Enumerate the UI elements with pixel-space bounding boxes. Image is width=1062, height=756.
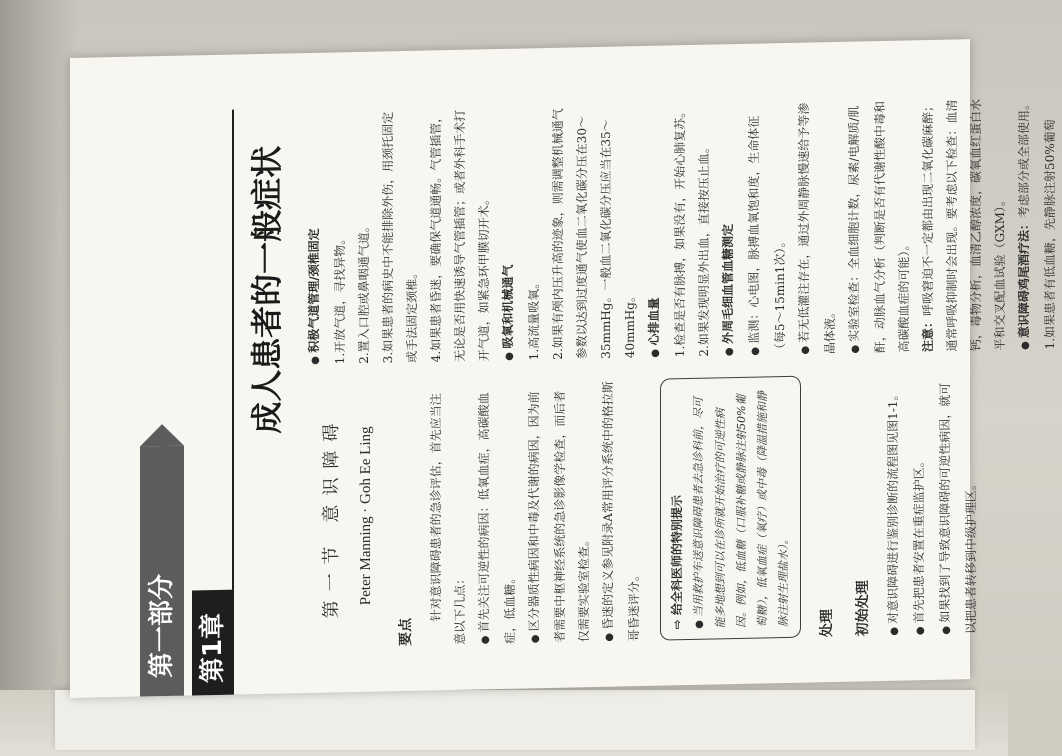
left-column <box>302 372 983 648</box>
note-text: 呼吸窘迫不一定都由出现二氧化碳麻醉；通常呼吸抑制时会出现。要考虑以下检查：血清钙，毒物分析，血清乙醇浓度，碳氧血红蛋白水平和交叉配血试验（GXM）。 <box>921 98 1007 352</box>
chapter-title: 成人患者的一般症状 <box>248 145 286 435</box>
circulation-item: 1.检查是否有脉搏，如果没有，开始心肺复苏。 <box>673 105 687 358</box>
key-point: ● 首先关注可逆性的病因：低氧血症，高碳酸血症，低血糖。 <box>472 382 522 645</box>
therapy-paragraph <box>1012 88 1038 351</box>
initial-item: ● 首先把患者安置在重症监护区。 <box>907 373 933 636</box>
initial-item: ● 对意识障碍进行鉴别诊断的流程图见图1-1。 <box>881 373 907 636</box>
key-point: ● 区分器质性病因和中毒及代谢的病因，因为前者需要中枢神经系统的急诊影像学检查，而后者仅需要实验室检查。 <box>522 380 596 644</box>
key-points-intro: 针对意识障碍患者的急诊评估，首先应当注意以下几点： <box>429 393 467 645</box>
initial-item: ● 如果找到了导致意识障碍的可逆性病因，就可以把患者转移到中级护理区。 <box>933 372 983 635</box>
page-content <box>70 39 1057 698</box>
gp-tip-box <box>660 376 801 641</box>
glucose-heading: ● 外周毛细血管血糖测定 <box>716 94 742 357</box>
therapy-label: 意识障碍鸡尾酒疗法： <box>1017 217 1031 339</box>
key-point: ● 昏迷的定义参见附录A常用评分系统中的格拉斯哥昏迷评分。 <box>596 379 646 642</box>
monitor-item: ● 监测：心电图，脉搏血氧饱和度，生命体征（每5～15min1次）。 <box>742 93 792 356</box>
oxygen-item: 2.如果有颅内压升高的迹象，则需调整机械通气参数以达到过度通气使血二氧化碳分压在30～35mmHg。一般血二氧化碳分压应当在35～40mmHg。 <box>551 108 637 360</box>
therapy-item: 1.如果患者有低血糖，先静脉注射50%葡萄 <box>1043 119 1057 350</box>
note-paragraph <box>916 88 1012 352</box>
book-page <box>70 39 1057 698</box>
airway-item: 4.如果患者昏迷，要确保气道通畅。气管插管，无论是否用快速诱导气管插管；或者外科手术打开气道，如紧急环甲膜切开术。 <box>429 109 491 363</box>
initial-treatment-heading: 初始处理 <box>855 580 871 637</box>
airway-item: 1.开放气道，寻找异物。 <box>333 232 347 365</box>
tip-heading: ⇨ 给全科医师的特别提示 <box>667 389 688 629</box>
tip-text: ● 当用救护车送意识障碍患者去急诊科前，尽可能多地想到可以在诊所就开始治疗的可逆性病因。例如，低血糖（口服补糖或静脉注射50%葡萄糖），低氧血症（氧疗）或中毒（降温措施和静脉注射生理盐水）。 <box>688 387 794 629</box>
key-points-heading: 要点 <box>398 617 414 647</box>
circulation-heading: ● 心排血量 <box>642 95 668 358</box>
authors: Peter Manning · Goh Ee Ling <box>358 426 374 606</box>
airway-item: 2.置入口腔或鼻咽通气道。 <box>357 220 371 364</box>
monitor-item: ● 若无低灌注存在，通过外周静脉慢速给予等渗晶体液。 <box>792 92 842 355</box>
lower-page-edge <box>55 690 975 750</box>
right-column <box>302 87 1062 365</box>
monitor-item: ● 实验室检查：全血细胞计数，尿素/电解质/肌酐，动脉血气分析（判断是否有代谢性酸中毒和高碳酸血症的可能）。 <box>842 90 916 354</box>
section-title: 第一节 意识障碍 <box>321 414 342 619</box>
chapter-number: 第1章 <box>192 590 234 696</box>
circulation-item: 2.如果发现明显外出血，直接按压止血。 <box>697 141 711 357</box>
oxygen-item: 1.高流量吸氧。 <box>527 276 541 361</box>
airway-heading: ● 积极气道管理/颈椎固定 <box>302 103 328 366</box>
oxygen-heading: ● 吸氧和机械通气 <box>496 99 522 362</box>
book-binding-shadow <box>0 0 80 756</box>
chapter-rule <box>232 110 234 590</box>
treatment-heading: 处理 <box>819 608 835 638</box>
therapy-text: 考虑部分或全部使用。 <box>1017 97 1031 219</box>
part-label: 第一部分 <box>140 446 184 697</box>
note-label: 注意： <box>921 315 935 353</box>
airway-item: 3.如果患者的病史中不能排除外伤，用颈托固定或手法固定颈椎。 <box>381 111 419 364</box>
